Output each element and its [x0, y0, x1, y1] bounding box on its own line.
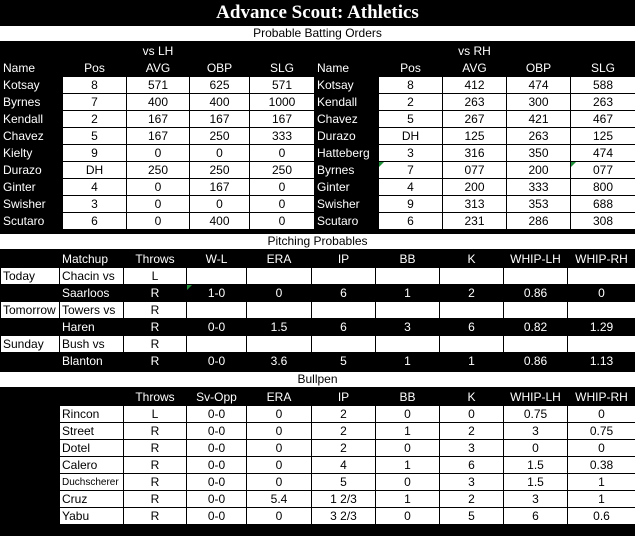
lh-cell: Kotsay	[1, 77, 63, 94]
blank-cell	[1, 508, 60, 525]
pitch-cell	[312, 302, 376, 319]
rh-cell: 333	[507, 179, 571, 196]
pitch-cell	[1, 285, 60, 302]
pitch-cell: 1.13	[568, 353, 635, 370]
lh-cell: 571	[250, 77, 315, 94]
bullpen-cell: R	[124, 423, 187, 440]
pitch-cell: R	[124, 353, 187, 370]
lh-cell: 4	[63, 179, 127, 196]
rh-cell: 316	[443, 145, 507, 162]
bullpen-cell: 1	[568, 474, 635, 491]
pitch-cell	[568, 302, 635, 319]
blank-cell	[1, 406, 60, 423]
lh-cell: Kielty	[1, 145, 63, 162]
bullpen-cell: 3	[504, 491, 568, 508]
lh-cell: 5	[63, 128, 127, 145]
lh-cell: Durazo	[1, 162, 63, 179]
rh-cell: 125	[571, 128, 635, 145]
lh-cell: Byrnes	[1, 94, 63, 111]
rh-cell: 688	[571, 196, 635, 213]
pitch-cell	[568, 336, 635, 353]
bullpen-cell: 6	[440, 457, 504, 474]
pitch-cell	[440, 268, 504, 285]
table-row	[1, 128, 635, 145]
table-row	[1, 336, 635, 353]
bullpen-cell: 0	[376, 406, 440, 423]
pitch-cell: 0.82	[504, 319, 568, 336]
lh-cell: 1000	[250, 94, 315, 111]
column-header: WHIP-RH	[568, 389, 635, 406]
pitch-cell: Today	[1, 268, 60, 285]
bullpen-cell: L	[124, 406, 187, 423]
lh-cell: 167	[127, 128, 190, 145]
pitch-cell	[312, 268, 376, 285]
bullpen-cell: 0.6	[568, 508, 635, 525]
pitch-cell: Bush vs	[60, 336, 124, 353]
bullpen-cell: 0	[376, 508, 440, 525]
rh-cell: 7	[379, 162, 443, 179]
rh-cell: Ginter	[315, 179, 379, 196]
column-header: Name	[1, 60, 63, 77]
bullpen-cell: 3	[440, 474, 504, 491]
lh-cell: 7	[63, 94, 127, 111]
lh-cell: 9	[63, 145, 127, 162]
lh-cell: 250	[127, 162, 190, 179]
table-row	[1, 406, 635, 423]
pitch-cell	[312, 336, 376, 353]
bullpen-cell: 0	[440, 406, 504, 423]
pitch-cell	[568, 268, 635, 285]
table-row	[1, 268, 635, 285]
column-header	[1, 251, 60, 268]
bullpen-header: Bullpen	[0, 372, 635, 388]
pitch-cell	[187, 268, 247, 285]
bullpen-cell: R	[124, 491, 187, 508]
table-row	[1, 77, 635, 94]
lh-cell: 167	[190, 179, 250, 196]
table-row	[1, 440, 635, 457]
table-row	[1, 353, 635, 370]
blank-cell	[315, 43, 379, 60]
pitch-cell: 6	[312, 285, 376, 302]
pitching-table	[0, 250, 635, 370]
rh-cell: 263	[443, 94, 507, 111]
bullpen-cell: Calero	[60, 457, 124, 474]
column-header: WHIP-LH	[504, 389, 568, 406]
pitch-cell: 1.29	[568, 319, 635, 336]
blank-cell	[1, 440, 60, 457]
batting-table	[0, 42, 635, 230]
bullpen-cell: 0.38	[568, 457, 635, 474]
pitch-cell	[376, 336, 440, 353]
bullpen-cell: R	[124, 474, 187, 491]
bullpen-cell: 0	[568, 406, 635, 423]
lh-cell: Ginter	[1, 179, 63, 196]
bullpen-cell: R	[124, 508, 187, 525]
bullpen-cell: 0	[247, 474, 312, 491]
lh-cell: 0	[250, 213, 315, 230]
table-row	[1, 457, 635, 474]
lh-cell: DH	[63, 162, 127, 179]
rh-cell: 588	[571, 77, 635, 94]
column-header: Name	[315, 60, 379, 77]
lh-cell: 167	[190, 111, 250, 128]
rh-cell: Durazo	[315, 128, 379, 145]
bullpen-cell: R	[124, 457, 187, 474]
pitch-cell	[187, 336, 247, 353]
lh-cell: 167	[250, 111, 315, 128]
pitch-cell: Haren	[60, 319, 124, 336]
blank-cell	[571, 43, 635, 60]
column-header: Throws	[124, 251, 187, 268]
pitch-cell	[376, 302, 440, 319]
pitch-cell: 0.86	[504, 285, 568, 302]
pitch-cell: 1-0	[187, 285, 247, 302]
column-header: BB	[376, 251, 440, 268]
pitch-cell	[376, 268, 440, 285]
bullpen-cell: Yabu	[60, 508, 124, 525]
lh-cell: 400	[190, 213, 250, 230]
pitch-cell: 1.5	[247, 319, 312, 336]
pitch-cell: Saarloos	[60, 285, 124, 302]
pitch-cell	[504, 302, 568, 319]
pitch-cell: 1	[376, 285, 440, 302]
column-header: K	[440, 389, 504, 406]
table-row	[1, 423, 635, 440]
rh-cell: 200	[443, 179, 507, 196]
rh-cell: 5	[379, 111, 443, 128]
pitch-cell: R	[124, 285, 187, 302]
rh-cell: 077	[571, 162, 635, 179]
bullpen-cell: 3	[440, 440, 504, 457]
table-row	[1, 319, 635, 336]
rh-cell: Scutaro	[315, 213, 379, 230]
rh-cell: 8	[379, 77, 443, 94]
bullpen-cell: 5	[312, 474, 376, 491]
bullpen-cell: 2	[440, 491, 504, 508]
pitch-cell: Sunday	[1, 336, 60, 353]
rh-cell: DH	[379, 128, 443, 145]
rh-cell: 474	[507, 77, 571, 94]
table-row	[1, 94, 635, 111]
column-header	[60, 389, 124, 406]
lh-cell: 0	[250, 179, 315, 196]
bullpen-cell: 0-0	[187, 423, 247, 440]
pitch-cell: Tomorrow	[1, 302, 60, 319]
lh-cell: 0	[250, 196, 315, 213]
pitch-cell: 2	[440, 285, 504, 302]
pitch-cell: 0-0	[187, 319, 247, 336]
rh-cell: Kotsay	[315, 77, 379, 94]
bullpen-cell: 0	[504, 440, 568, 457]
lh-cell: 167	[127, 111, 190, 128]
lh-cell: 400	[127, 94, 190, 111]
bullpen-table	[0, 388, 635, 525]
pitch-cell	[247, 302, 312, 319]
rh-cell: Byrnes	[315, 162, 379, 179]
bullpen-cell: 1	[568, 491, 635, 508]
pitch-cell: R	[124, 319, 187, 336]
blank-cell	[379, 43, 443, 60]
lh-cell: 3	[63, 196, 127, 213]
pitch-cell	[247, 268, 312, 285]
rh-cell: 300	[507, 94, 571, 111]
column-header: IP	[312, 251, 376, 268]
batting-header: Probable Batting Orders	[0, 26, 635, 42]
table-row	[1, 179, 635, 196]
pitch-cell: L	[124, 268, 187, 285]
column-header: BB	[376, 389, 440, 406]
pitch-cell	[1, 319, 60, 336]
lh-cell: 250	[190, 162, 250, 179]
pitch-cell: Chacin vs	[60, 268, 124, 285]
bullpen-cell: 0	[247, 508, 312, 525]
blank-cell	[63, 43, 127, 60]
table-row	[1, 474, 635, 491]
table-row	[1, 111, 635, 128]
blank-cell	[1, 474, 60, 491]
bullpen-cell: 2	[312, 406, 376, 423]
bullpen-cell: 0	[376, 474, 440, 491]
column-header: Sv-Opp	[187, 389, 247, 406]
bullpen-cell: 1.5	[504, 457, 568, 474]
vs-lh-label: vs LH	[127, 43, 190, 60]
rh-cell: 800	[571, 179, 635, 196]
bullpen-cell: 2	[440, 423, 504, 440]
sheet-title: Advance Scout: Athletics	[216, 2, 419, 23]
table-row	[1, 196, 635, 213]
rh-cell: 313	[443, 196, 507, 213]
lh-cell: 0	[190, 145, 250, 162]
rh-cell: 421	[507, 111, 571, 128]
pitch-cell	[247, 336, 312, 353]
rh-cell: 4	[379, 179, 443, 196]
rh-cell: 263	[571, 94, 635, 111]
lh-cell: 333	[250, 128, 315, 145]
lh-cell: 0	[127, 179, 190, 196]
lh-cell: 250	[190, 128, 250, 145]
pitch-cell	[504, 336, 568, 353]
table-row	[1, 491, 635, 508]
lh-cell: Chavez	[1, 128, 63, 145]
lh-cell: 571	[127, 77, 190, 94]
bullpen-cell: 0	[247, 406, 312, 423]
rh-cell: 125	[443, 128, 507, 145]
bullpen-cell: 5.4	[247, 491, 312, 508]
bullpen-cell: 1 2/3	[312, 491, 376, 508]
bullpen-cell: 0	[247, 457, 312, 474]
column-header: SLG	[571, 60, 635, 77]
pitch-cell	[440, 336, 504, 353]
lh-cell: 2	[63, 111, 127, 128]
column-header: IP	[312, 389, 376, 406]
bullpen-cell: 0.75	[568, 423, 635, 440]
bullpen-cell: 0	[247, 423, 312, 440]
pitch-cell: 6	[440, 319, 504, 336]
pitch-cell: Blanton	[60, 353, 124, 370]
column-header: Throws	[124, 389, 187, 406]
bullpen-cell: Dotel	[60, 440, 124, 457]
pitch-cell: 0.86	[504, 353, 568, 370]
bullpen-cell: 0-0	[187, 508, 247, 525]
rh-cell: 6	[379, 213, 443, 230]
bullpen-cell: 0.75	[504, 406, 568, 423]
lh-cell: 6	[63, 213, 127, 230]
rh-cell: 200	[507, 162, 571, 179]
bullpen-cell: 4	[312, 457, 376, 474]
column-header: ERA	[247, 389, 312, 406]
bullpen-cell: 5	[440, 508, 504, 525]
bullpen-cell: 0-0	[187, 440, 247, 457]
bullpen-cell: 0-0	[187, 474, 247, 491]
blank-cell	[250, 43, 315, 60]
column-header: Matchup	[60, 251, 124, 268]
column-header: K	[440, 251, 504, 268]
blank-cell	[1, 457, 60, 474]
pitch-cell	[504, 268, 568, 285]
rh-cell: 077	[443, 162, 507, 179]
pitch-cell: 5	[312, 353, 376, 370]
rh-cell: Chavez	[315, 111, 379, 128]
bullpen-cell: 2	[312, 440, 376, 457]
bullpen-cell: 0	[568, 440, 635, 457]
rh-cell: 3	[379, 145, 443, 162]
column-header: OBP	[190, 60, 250, 77]
lh-cell: 0	[127, 213, 190, 230]
rh-cell: 267	[443, 111, 507, 128]
lh-cell: 400	[190, 94, 250, 111]
table-row	[1, 302, 635, 319]
blank-cell	[1, 43, 63, 60]
pitch-cell: 3	[376, 319, 440, 336]
bullpen-cell: Duchscherer	[60, 474, 124, 491]
lh-cell: 0	[190, 196, 250, 213]
column-header: SLG	[250, 60, 315, 77]
rh-cell: 9	[379, 196, 443, 213]
bullpen-cell: 3 2/3	[312, 508, 376, 525]
bullpen-cell: 0-0	[187, 457, 247, 474]
rh-cell: 467	[571, 111, 635, 128]
pitching-header: Pitching Probables	[0, 234, 635, 250]
column-header: OBP	[507, 60, 571, 77]
blank-cell	[507, 43, 571, 60]
bullpen-cell: Rincon	[60, 406, 124, 423]
rh-cell: Hatteberg	[315, 145, 379, 162]
pitch-cell	[440, 302, 504, 319]
pitch-cell: 6	[312, 319, 376, 336]
lh-cell: 0	[127, 196, 190, 213]
pitch-cell: 0	[247, 285, 312, 302]
rh-cell: 353	[507, 196, 571, 213]
pitch-cell: 0-0	[187, 353, 247, 370]
bullpen-cell: Street	[60, 423, 124, 440]
lh-cell: Scutaro	[1, 213, 63, 230]
vs-rh-label: vs RH	[443, 43, 507, 60]
bullpen-cell: 0	[247, 440, 312, 457]
bullpen-cell: 0-0	[187, 491, 247, 508]
bullpen-cell: 1	[376, 457, 440, 474]
bullpen-cell: 1.5	[504, 474, 568, 491]
pitch-cell	[1, 353, 60, 370]
lh-cell: 0	[127, 145, 190, 162]
pitch-cell	[187, 302, 247, 319]
lh-cell: 8	[63, 77, 127, 94]
pitch-cell: Towers vs	[60, 302, 124, 319]
table-row	[1, 162, 635, 179]
column-header: W-L	[187, 251, 247, 268]
lh-cell: 625	[190, 77, 250, 94]
lh-cell: 250	[250, 162, 315, 179]
blank-cell	[1, 423, 60, 440]
rh-cell: 2	[379, 94, 443, 111]
bullpen-cell: R	[124, 440, 187, 457]
blank-cell	[1, 491, 60, 508]
rh-cell: 308	[571, 213, 635, 230]
column-header: Pos	[63, 60, 127, 77]
column-header: ERA	[247, 251, 312, 268]
rh-cell: 286	[507, 213, 571, 230]
column-header: Pos	[379, 60, 443, 77]
column-header: WHIP-LH	[504, 251, 568, 268]
column-header: AVG	[127, 60, 190, 77]
lh-cell: 0	[250, 145, 315, 162]
bullpen-cell: 1	[376, 423, 440, 440]
rh-cell: 350	[507, 145, 571, 162]
bullpen-cell: 2	[312, 423, 376, 440]
table-row	[1, 508, 635, 525]
column-header	[1, 389, 60, 406]
lh-cell: Kendall	[1, 111, 63, 128]
pitch-cell: 0	[568, 285, 635, 302]
pitch-cell: 3.6	[247, 353, 312, 370]
bullpen-cell: 0-0	[187, 406, 247, 423]
bullpen-cell: 1	[376, 491, 440, 508]
bullpen-cell: 0	[376, 440, 440, 457]
rh-cell: 412	[443, 77, 507, 94]
lh-cell: Swisher	[1, 196, 63, 213]
blank-cell	[190, 43, 250, 60]
rh-cell: 263	[507, 128, 571, 145]
rh-cell: 474	[571, 145, 635, 162]
table-row	[1, 285, 635, 302]
bullpen-cell: 6	[504, 508, 568, 525]
pitch-cell: 1	[376, 353, 440, 370]
rh-cell: Kendall	[315, 94, 379, 111]
rh-cell: 231	[443, 213, 507, 230]
pitch-cell: R	[124, 336, 187, 353]
table-row	[1, 213, 635, 230]
bullpen-cell: 3	[504, 423, 568, 440]
column-header: WHIP-RH	[568, 251, 635, 268]
pitch-cell: 1	[440, 353, 504, 370]
bullpen-cell: Cruz	[60, 491, 124, 508]
pitch-cell: R	[124, 302, 187, 319]
rh-cell: Swisher	[315, 196, 379, 213]
column-header: AVG	[443, 60, 507, 77]
table-row	[1, 145, 635, 162]
